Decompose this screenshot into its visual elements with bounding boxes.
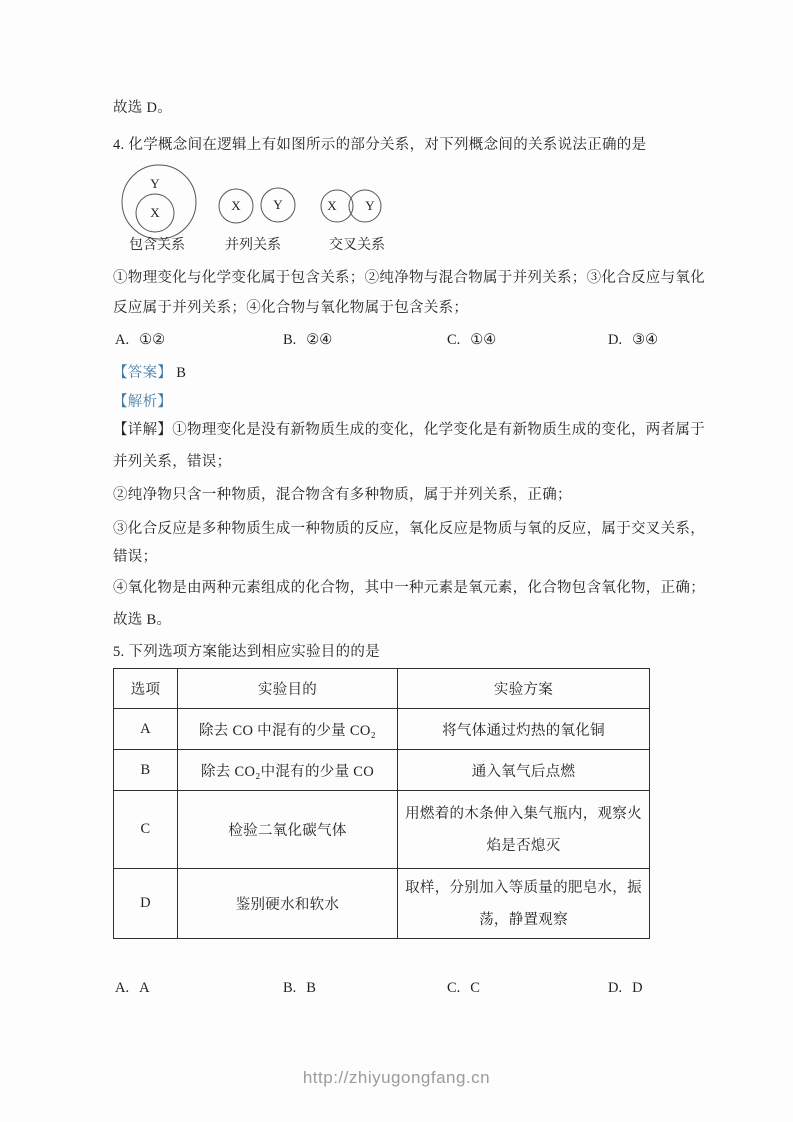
row-c-option: C <box>114 791 178 869</box>
row-c-plan-line2: 焰是否熄灭 <box>486 837 561 854</box>
row-b-option: B <box>114 750 178 791</box>
cross-relation-caption: 交叉关系 <box>329 238 385 253</box>
cross-circle-x <box>321 190 353 222</box>
q4-option-d-label: D. <box>608 332 623 348</box>
q4-detail-line4: ③化合反应是多种物质生成一种物质的反应，氧化反应是物质与氧的反应，属于交叉关系， <box>113 521 705 537</box>
parallel-set-x-label: X <box>231 198 241 213</box>
q5-experiment-table <box>113 668 650 939</box>
q4-option-a-value: ①② <box>139 332 166 348</box>
q4-analysis-line <box>113 392 172 412</box>
table-row <box>114 750 650 791</box>
footer-watermark-url: http://zhiyugongfang.cn <box>302 1068 491 1087</box>
q4-detail-line3: ②纯净物只含一种物质，混合物含有多种物质，属于并列关系，正确； <box>113 487 572 503</box>
header-cell-plan: 实验方案 <box>398 669 650 709</box>
cross-set-y-label: Y <box>365 198 375 213</box>
header-cell-option: 选项 <box>114 669 178 709</box>
row-b-purpose: 除去 CO₂中混有的少量 CO <box>178 750 398 791</box>
q5-option-b-value: B <box>306 980 316 996</box>
q5-option-b <box>283 978 316 998</box>
analysis-tag: 【解析】 <box>113 394 173 410</box>
row-d-plan <box>398 869 650 939</box>
q4-option-c-label: C. <box>447 332 461 348</box>
row-a-purpose: 除去 CO 中混有的少量 CO₂ <box>178 709 398 750</box>
q4-option-a-label: A. <box>115 332 130 348</box>
q5-option-c-label: C. <box>447 980 461 996</box>
q5-option-d-value: D <box>632 980 643 996</box>
q4-option-b-label: B. <box>283 332 297 348</box>
row-d-plan-line2: 荡，静置观察 <box>479 911 568 928</box>
q4-detail-line2: 并列关系，错误； <box>113 454 232 470</box>
q5-option-c-value: C <box>470 980 480 996</box>
row-d-plan-line1: 取样，分别加入等质量的肥皂水，振 <box>405 879 642 896</box>
q4-statements-line1: ①物理变化与化学变化属于包含关系；②纯净物与混合物属于并列关系；③化合反应与氧化 <box>113 270 705 286</box>
cross-set-x-label: X <box>327 198 337 213</box>
q5-option-d-label: D. <box>608 980 623 996</box>
question-5-stem: 5. 下列选项方案能达到相应实验目的的是 <box>113 644 380 660</box>
q4-option-a <box>115 330 165 350</box>
previous-answer-closing: 故选 D。 <box>113 100 173 116</box>
q4-detail-line1: 【详解】①物理变化是没有新物质生成的变化，化学变化是有新物质生成的变化，两者属于 <box>113 422 705 438</box>
row-c-plan-line1: 用燃着的木条伸入集气瓶内，观察火 <box>405 805 642 822</box>
q4-option-d-value: ③④ <box>632 332 659 348</box>
venn-diagram-figure <box>113 160 413 255</box>
answer-tag: 【答案】 <box>113 365 173 381</box>
q5-option-a-label: A. <box>115 980 130 996</box>
row-a-option: A <box>114 709 178 750</box>
q4-option-d <box>608 330 658 350</box>
q5-option-a <box>115 978 150 998</box>
row-d-option: D <box>114 869 178 939</box>
q4-option-b <box>283 330 332 350</box>
row-a-plan: 将气体通过灼热的氧化铜 <box>398 709 650 750</box>
table-row <box>114 709 650 750</box>
header-cell-purpose: 实验目的 <box>178 669 398 709</box>
table-row <box>114 791 650 869</box>
q4-answer-line <box>113 363 186 383</box>
q5-option-a-value: A <box>139 980 150 996</box>
contain-relation-caption: 包含关系 <box>129 238 185 253</box>
row-c-purpose: 检验二氧化碳气体 <box>178 791 398 869</box>
parallel-set-y-label: Y <box>273 197 283 212</box>
q4-detail-line6: ④氧化物是由两种元素组成的化合物，其中一种元素是氧元素，化合物包含氧化物，正确； <box>113 580 705 596</box>
table-row <box>114 869 650 939</box>
contain-set-x-label: X <box>150 205 160 220</box>
q4-statements-line2: 反应属于并列关系；④化合物与氧化物属于包含关系； <box>113 300 469 316</box>
row-c-plan <box>398 791 650 869</box>
q4-detail-line5: 错误； <box>113 549 158 565</box>
q4-option-c <box>447 330 496 350</box>
q4-option-b-value: ②④ <box>306 332 333 348</box>
parallel-relation-caption: 并列关系 <box>225 238 281 253</box>
q5-option-c <box>447 978 480 998</box>
row-b-plan: 通入氧气后点燃 <box>398 750 650 791</box>
q4-detail-line7: 故选 B。 <box>113 612 172 628</box>
q5-option-b-label: B. <box>283 980 297 996</box>
question-4-stem: 4. 化学概念间在逻辑上有如图所示的部分关系，对下列概念间的关系说法正确的是 <box>113 137 647 153</box>
q5-option-d <box>608 978 643 998</box>
contain-set-y-label: Y <box>150 176 160 191</box>
answer-value: B <box>176 365 187 381</box>
q4-option-c-value: ①④ <box>470 332 497 348</box>
table-header-row <box>114 669 650 709</box>
row-d-purpose: 鉴别硬水和软水 <box>178 869 398 939</box>
